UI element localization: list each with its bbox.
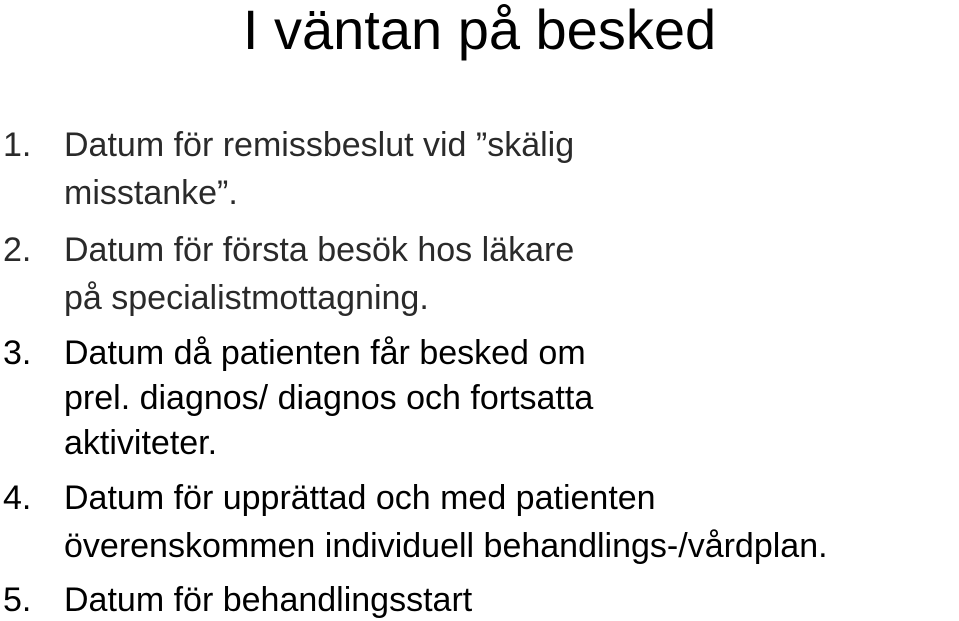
- list-item-number: 2.: [3, 231, 32, 269]
- slide-title: I väntan på besked: [242, 0, 717, 61]
- list-item-text-line: misstanke”.: [64, 174, 238, 212]
- list-item-text-line: aktiviteter.: [64, 424, 218, 462]
- list-item-number: 5.: [3, 581, 32, 619]
- list-item-text-line: prel. diagnos/ diagnos och fortsatta: [64, 379, 594, 417]
- list-item-text-line: Datum för behandlingsstart: [64, 581, 473, 619]
- list-item-number: 4.: [3, 479, 32, 517]
- list-item-number: 3.: [3, 334, 32, 372]
- list-item-text-line: Datum för upprättad och med patienten: [64, 479, 656, 517]
- list-item-text-line: Datum för remissbeslut vid ”skälig: [64, 126, 575, 164]
- list-item-text-line: Datum för första besök hos läkare: [64, 231, 575, 269]
- list-item-text-line: överenskommen individuell behandlings-/vårdplan.: [64, 527, 828, 565]
- list-item-text-line: på specialistmottagning.: [64, 279, 429, 317]
- list-item-number: 1.: [3, 126, 32, 164]
- list-item-text-line: Datum då patienten får besked om: [64, 334, 586, 372]
